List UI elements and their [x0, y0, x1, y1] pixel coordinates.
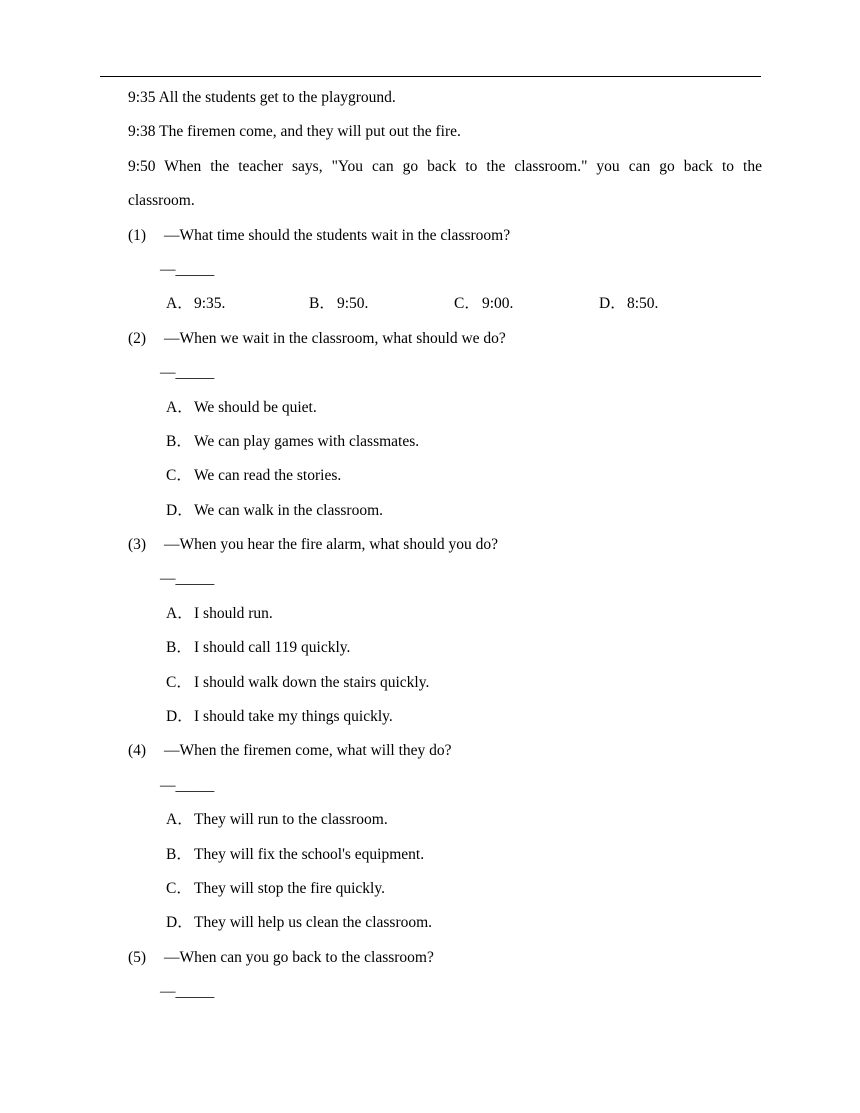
option-letter: A． [166, 604, 193, 622]
option-text: They will stop the fire quickly. [194, 879, 385, 897]
question-text: —When you hear the fire alarm, what should you do? [164, 536, 499, 554]
option-text: I should walk down the stairs quickly. [194, 673, 430, 691]
option-letter: B． [166, 432, 192, 450]
question-1 [128, 224, 762, 258]
option-letter: B． [166, 845, 192, 863]
option-letter: C． [166, 467, 192, 485]
passage-line: 9:50 When the teacher says, "You can go back to the classroom." you can go back to the [128, 157, 762, 175]
option-a[interactable] [128, 396, 762, 430]
option-d[interactable] [128, 499, 762, 533]
option-b[interactable] [309, 293, 368, 315]
option-text: We should be quiet. [194, 398, 317, 416]
option-text: 9:50. [337, 295, 369, 313]
option-text: They will help us clean the classroom. [194, 914, 433, 932]
option-letter: B． [166, 639, 192, 657]
option-text: We can read the stories. [194, 467, 342, 485]
option-text: I should run. [194, 604, 273, 622]
option-text: 9:00. [482, 295, 514, 313]
options-row [128, 292, 762, 326]
option-text: They will fix the school's equipment. [194, 845, 425, 863]
option-c[interactable] [128, 877, 762, 911]
option-text: 9:35. [194, 295, 226, 313]
question-number: (5) [128, 948, 147, 966]
option-b[interactable] [128, 430, 762, 464]
option-b[interactable] [128, 636, 762, 670]
option-letter: A． [166, 398, 193, 416]
option-text: I should call 119 quickly. [194, 639, 351, 657]
option-text: We can play games with classmates. [194, 432, 420, 450]
passage-line: 9:35 All the students get to the playground. [128, 89, 396, 106]
option-c[interactable] [128, 464, 762, 498]
answer-blank[interactable]: —_____ [160, 364, 215, 382]
option-d[interactable] [599, 293, 658, 315]
option-letter: D． [166, 501, 193, 519]
answer-blank[interactable]: —_____ [160, 776, 215, 794]
answer-blank[interactable]: —_____ [160, 570, 215, 588]
question-5 [128, 946, 762, 980]
option-text: I should take my things quickly. [194, 708, 393, 726]
question-number: (4) [128, 742, 147, 760]
option-a[interactable] [166, 293, 225, 315]
option-letter: C． [166, 879, 192, 897]
header-rule [100, 76, 761, 77]
question-2 [128, 327, 762, 361]
option-letter: A． [166, 811, 193, 829]
option-c[interactable] [454, 293, 513, 315]
option-letter: A． [166, 295, 193, 313]
question-text: —When can you go back to the classroom? [164, 948, 434, 966]
question-text: —When we wait in the classroom, what should we do? [164, 329, 506, 347]
question-number: (3) [128, 536, 147, 554]
option-text: 8:50. [627, 295, 659, 313]
option-a[interactable] [128, 808, 762, 842]
question-number: (1) [128, 226, 147, 244]
answer-blank[interactable]: —_____ [160, 260, 215, 278]
question-4 [128, 739, 762, 773]
option-letter: D． [599, 295, 626, 313]
option-letter: C． [166, 673, 192, 691]
document-body [128, 86, 762, 1015]
option-b[interactable] [128, 843, 762, 877]
option-text: We can walk in the classroom. [194, 501, 383, 519]
question-text: —What time should the students wait in the classroom? [164, 226, 511, 244]
option-d[interactable] [128, 705, 762, 739]
option-d[interactable] [128, 911, 762, 945]
option-c[interactable] [128, 671, 762, 705]
question-text: —When the firemen come, what will they do? [164, 742, 452, 760]
option-a[interactable] [128, 602, 762, 636]
question-number: (2) [128, 329, 147, 347]
option-letter: D． [166, 914, 193, 932]
option-letter: D． [166, 708, 193, 726]
passage-line: 9:38 The firemen come, and they will put out the fire. [128, 123, 461, 141]
passage-line: classroom. [128, 192, 195, 210]
answer-blank[interactable]: —_____ [160, 983, 215, 1001]
question-3 [128, 533, 762, 567]
option-letter: B． [309, 295, 335, 313]
option-letter: C． [454, 295, 480, 313]
option-text: They will run to the classroom. [194, 811, 388, 829]
